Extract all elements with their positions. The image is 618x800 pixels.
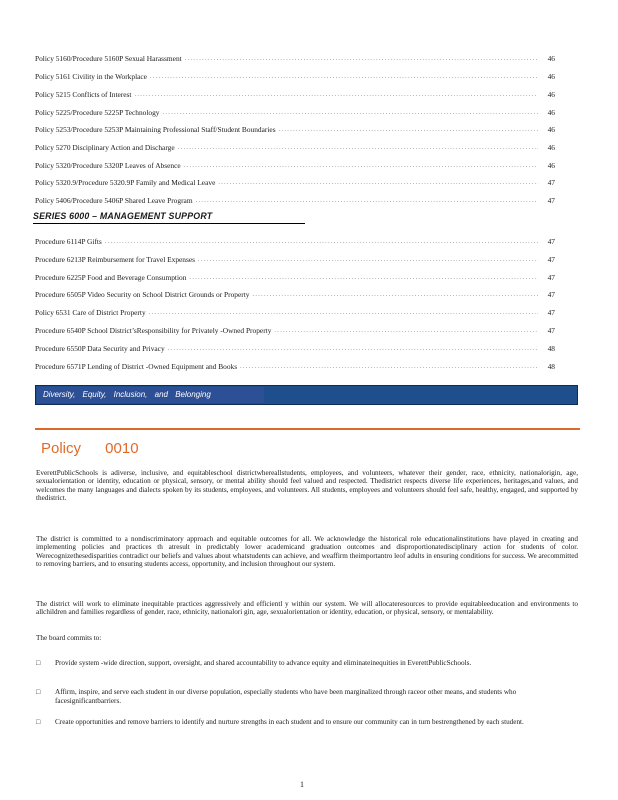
paragraph: EverettPublicSchools is adiverse, inclusive, and equitableschool districtwhereallstudents, employees, and volunteers, whatever their gender, race, ethnicity, nationalorigin, age, sexualorientation or identity, education or physical, sensory, or mental ability should feel valued and respected. Thedistrict respects diverse life experiences, heritages,and values, and welcomes the many languages and dialects spoken by its students, employees, and volunteers. All students, employees and volunteers should feel safe, healthy, engaged, and supported by thedistrict. [36, 469, 578, 503]
toc-leader-dots [134, 90, 538, 100]
toc-entry-text: Policy 5270 Disciplinary Action and Discharge [35, 143, 175, 152]
toc-entry[interactable] [35, 70, 555, 82]
toc-entry-text: Policy 5215 Conflicts of Interest [35, 90, 132, 99]
toc-leader-dots [240, 362, 538, 372]
toc-leader-dots [185, 54, 538, 64]
toc-entry-page: 47 [547, 308, 555, 317]
toc-leader-dots [198, 255, 538, 265]
toc-entry-text: Policy 5161 Civility in the Workplace [35, 72, 147, 81]
toc-leader-dots [252, 290, 538, 300]
toc-entry[interactable] [35, 288, 555, 300]
toc-entry[interactable] [35, 342, 555, 354]
checkbox-bullet-icon: □ [36, 688, 41, 696]
section-divider [35, 428, 580, 430]
toc-leader-dots [163, 108, 539, 118]
toc-entry[interactable] [35, 194, 555, 206]
toc-entry-page: 47 [547, 237, 555, 246]
checkbox-bullet-icon: □ [36, 659, 41, 667]
toc-entry-text: Procedure 6540P School District’sResponsibility for Privately -Owned Property [35, 326, 272, 335]
policy-title: Policy 0010 [41, 440, 139, 457]
paragraph: The board commits to: [36, 634, 102, 642]
toc-entry-page: 48 [547, 344, 555, 353]
toc-leader-dots [149, 308, 538, 318]
toc-entry-page: 46 [547, 72, 555, 81]
toc-entry[interactable] [35, 106, 555, 118]
toc-entry-page: 47 [547, 255, 555, 264]
toc-entry-text: Policy 5320.9/Procedure 5320.9P Family and Medical Leave [35, 178, 216, 187]
toc-entry[interactable] [35, 141, 555, 153]
toc-leader-dots [178, 143, 538, 153]
paragraph: The district is committed to a nondiscriminatory approach and equitable outcomes for all. We acknowledge the historical role educationalinstitutions have played in creating and implementing policies and practices th atresult in predictably lower academicand graduation outcomes and disproportionatedisciplinary action for students of color. Werecognizethesedisparities contradict our beliefs and values about whatstudents can achieve, and weaffirm theimportantro leof adults in ensuring conditions for success. We arecommitted to removing barriers, and to ensuring students access, opportunity, and inclusion throughout our system. [36, 535, 578, 569]
toc-entry-page: 46 [547, 125, 555, 134]
toc-entry[interactable] [35, 88, 555, 100]
toc-entry-text: Procedure 6550P Data Security and Privacy [35, 344, 165, 353]
page-number: 1 [300, 780, 304, 789]
toc-entry-page: 46 [547, 54, 555, 63]
toc-entry[interactable] [35, 271, 555, 283]
toc-entry-page: 46 [547, 108, 555, 117]
section-banner-label: Diversity, Equity, Inclusion, and Belonging [37, 387, 264, 403]
toc-leader-dots [196, 196, 538, 206]
toc-leader-dots [189, 273, 538, 283]
section-banner [35, 385, 578, 405]
toc-entry[interactable] [35, 360, 555, 372]
list-item-text: Create opportunities and remove barriers to identify and nurture strengths in each student and to ensure our community can in turn bestrengthened by each student. [55, 718, 524, 726]
toc-entry[interactable] [35, 176, 555, 188]
toc-entry-text: Policy 5225/Procedure 5225P Technology [35, 108, 160, 117]
toc-entry-text: Policy 5160/Procedure 5160P Sexual Harassment [35, 54, 182, 63]
toc-entry[interactable] [35, 159, 555, 171]
toc-entry-page: 47 [547, 290, 555, 299]
toc-entry[interactable] [35, 52, 555, 64]
list-item-text: Affirm, inspire, and serve each student in our diverse population, especially students who have been marginalized through raceor other means, and students who facesignificantbarriers. [55, 688, 517, 705]
toc-entry-text: Procedure 6213P Reimbursement for Travel Expenses [35, 255, 196, 264]
toc-entry[interactable] [35, 235, 555, 247]
toc-entry-page: 48 [547, 362, 555, 371]
toc-entry-page: 47 [547, 326, 555, 335]
toc-entry-text: Policy 6531 Care of District Property [35, 308, 146, 317]
toc-entry-page: 46 [547, 161, 555, 170]
toc-entry-text: Procedure 6505P Video Security on School District Grounds or Property [35, 290, 250, 299]
toc-entry-text: Procedure 6114P Gifts [35, 237, 102, 246]
toc-entry-text: Procedure 6571P Lending of District -Owned Equipment and Books [35, 362, 238, 371]
toc-entry-text: Policy 5253/Procedure 5253P Maintaining Professional Staff/Student Boundaries [35, 125, 276, 134]
toc-entry-text: Policy 5406/Procedure 5406P Shared Leave Program [35, 196, 193, 205]
checkbox-bullet-icon: □ [36, 718, 41, 726]
toc-entry[interactable] [35, 123, 555, 135]
toc-entry-text: Procedure 6225P Food and Beverage Consumption [35, 273, 187, 282]
toc-entry[interactable] [35, 306, 555, 318]
toc-entry-page: 47 [547, 178, 555, 187]
toc-leader-dots [279, 125, 538, 135]
toc-leader-dots [105, 237, 538, 247]
toc-leader-dots [168, 344, 538, 354]
toc-leader-dots [184, 161, 538, 171]
series-heading: SERIES 6000 – MANAGEMENT SUPPORT [33, 211, 305, 224]
list-item-text: Provide system -wide direction, support, oversight, and shared accountability to advance equity and eliminateinequities in EverettPublicSchools. [55, 659, 472, 667]
toc-entry-page: 46 [547, 143, 555, 152]
toc-entry[interactable] [35, 324, 555, 336]
toc-leader-dots [150, 72, 538, 82]
paragraph: The district will work to eliminate inequitable practices aggressively and efficientl y within our system. We will allocateresources to provide equitableeducation and environments to allchildren and families regardless of gender, race, ethnicity, nationalori gin, age, sexualorientation or identity, education, or physical, sensory, or mentalability. [36, 600, 578, 617]
toc-entry-text: Policy 5320/Procedure 5320P Leaves of Absence [35, 161, 181, 170]
toc-entry-page: 46 [547, 90, 555, 99]
toc-entry-page: 47 [547, 196, 555, 205]
toc-leader-dots [218, 178, 538, 188]
toc-entry-page: 47 [547, 273, 555, 282]
toc-leader-dots [274, 326, 538, 336]
toc-entry[interactable] [35, 253, 555, 265]
